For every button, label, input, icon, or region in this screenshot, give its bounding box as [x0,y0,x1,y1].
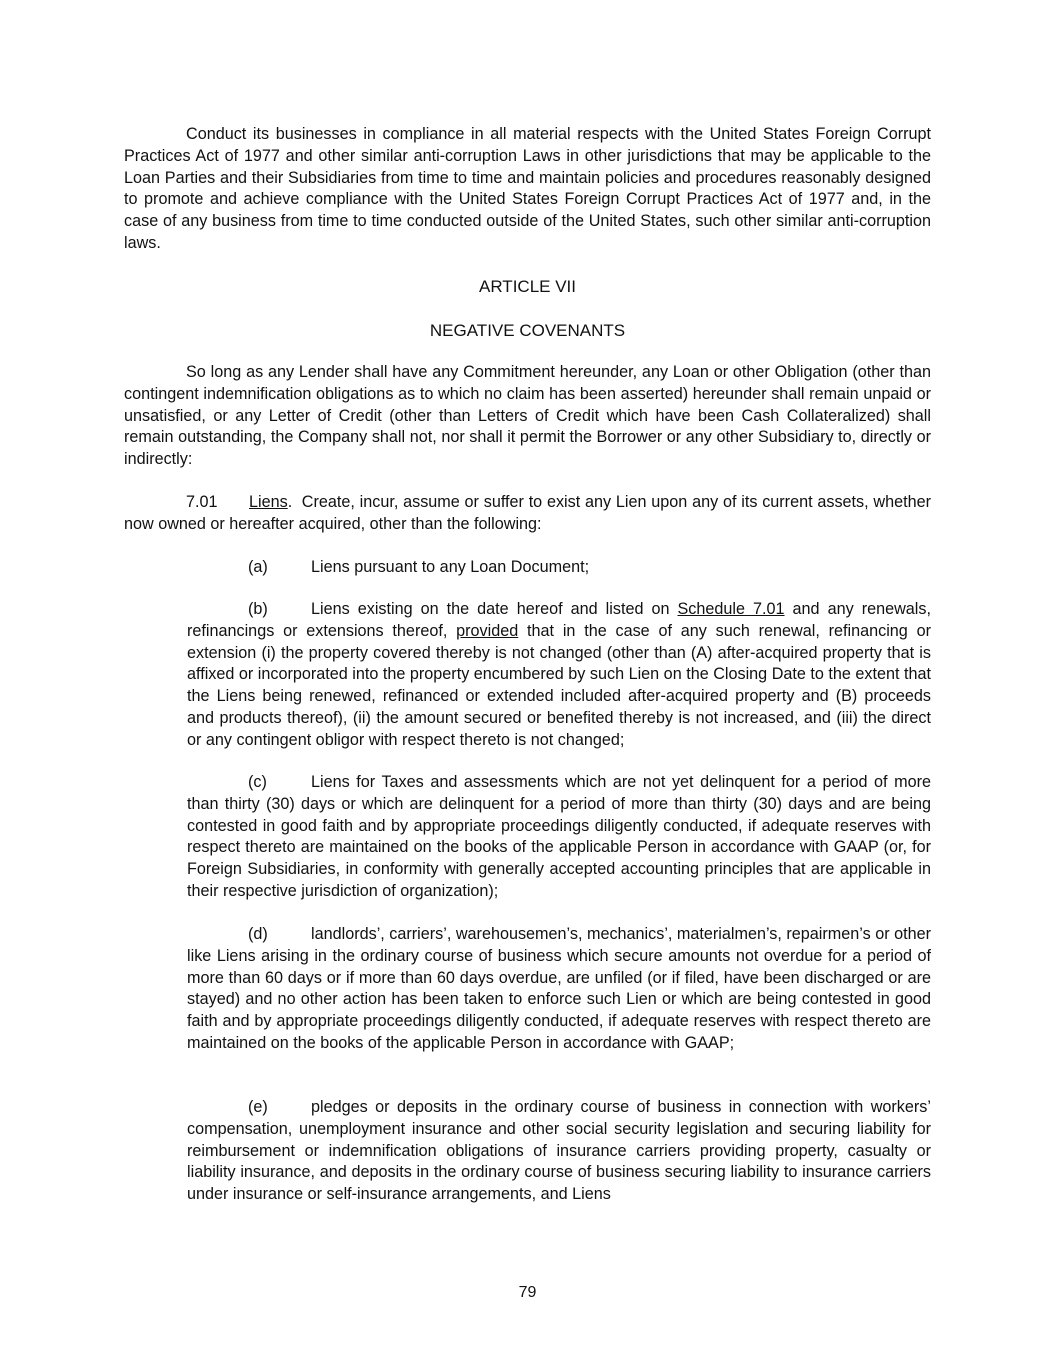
item-c [187,772,931,903]
schedule-reference: Schedule 7.01 [677,600,785,618]
section-number: 7.01 [186,493,218,511]
item-text-part-2: and any renewals, refinancings or extensions thereof, [187,600,931,640]
item-e [187,1097,931,1206]
item-label: (c) [248,773,267,791]
item-a [187,557,931,579]
section-title: Liens [249,493,288,511]
item-b [187,599,931,752]
lead-paragraph: So long as any Lender shall have any Commitment hereunder, any Loan or other Obligation (other than contingent indemnification obligations as to which no claim has been asserted) hereunder shall remain unpaid or unsatisfied, or any Letter of Credit (other than Letters of Credit which have been Cash Collateralized) shall remain outstanding, the Company shall not, nor shall it permit the Borrower or any other Subsidiary to, directly or indirectly: [124,363,931,469]
intro-paragraph: Conduct its businesses in compliance in all material respects with the United States Foreign Corrupt Practices Act of 1977 and other similar anti-corruption Laws in other jurisdictions that may be applicable to the Loan Parties and their Subsidiaries from time to time and maintain policies and procedures reasonably designed to promote and achieve compliance with the United States Foreign Corrupt Practices Act of 1977 and, in the case of any business from time to time conducted outside of the United States, such other similar anti-corruption laws. [124,125,931,252]
provided-term: provided [456,621,519,640]
section-7-01 [124,492,931,536]
item-text: pledges or deposits in the ordinary course of business in connection with workers’ compensation, unemployment insurance and other social security legislation and securing liability for reimbursement or indemnification obligations of insurance carriers providing property, casualty or liability insurance, and deposits in the ordinary course of business securing liability to insurance carriers under insurance or self-insurance arrangements, and Liens [187,1098,931,1204]
item-text-part-1: Liens existing on the date hereof and listed on [311,600,678,618]
article-number: ARTICLE VII [479,277,576,296]
page-number: 79 [518,1284,537,1301]
item-label: (e) [248,1098,268,1116]
item-label: (a) [248,558,268,576]
article-title: NEGATIVE COVENANTS [429,321,626,340]
item-d [187,924,931,1055]
item-label: (d) [248,925,268,943]
item-label: (b) [248,600,268,618]
section-text: Create, incur, assume or suffer to exist any Lien upon any of its current assets, whether now owned or hereafter acquired, other than the following: [124,493,931,533]
section-title-period: . [287,493,293,511]
item-text: landlords’, carriers’, warehousemen’s, mechanics’, materialmen’s, repairmen’s or other like Liens arising in the ordinary course of business which secure amounts not overdue for a period of more than 60 days or if more than 60 days overdue, are unfiled (or if filed, have been discharged or are stayed) and no other action has been taken to enforce such Lien or which are being contested in good faith and by appropriate proceedings diligently conducted, if adequate reserves with respect thereto are maintained on the books of the applicable Person in accordance with GAAP; [187,925,931,1052]
item-text-part-3: that in the case of any such renewal, refinancing or extension (i) the property covered thereby is not changed (other than (A) after-acquired property that is affixed or incorporated into the property encumbered by such Lien on the Closing Date to the extent that the Liens being renewed, refinanced or extended included after-acquired property and (B) proceeds and products thereof), (ii) the amount secured or benefited thereby is not increased, and (iii) the direct or any contingent obligor with respect thereto is not changed; [187,621,931,749]
item-text: Liens pursuant to any Loan Document; [311,558,590,576]
item-text: Liens for Taxes and assessments which are not yet delinquent for a period of more than thirty (30) days or which are delinquent for a period of more than thirty (30) days and are being contested in good faith and by appropriate proceedings diligently conducted, if adequate reserves with respect thereto are maintained on the books of the applicable Person in accordance with GAAP (or, for Foreign Subsidiaries, in conformity with generally accepted accounting principles that are applicable in their respective jurisdiction of organization); [187,773,931,900]
